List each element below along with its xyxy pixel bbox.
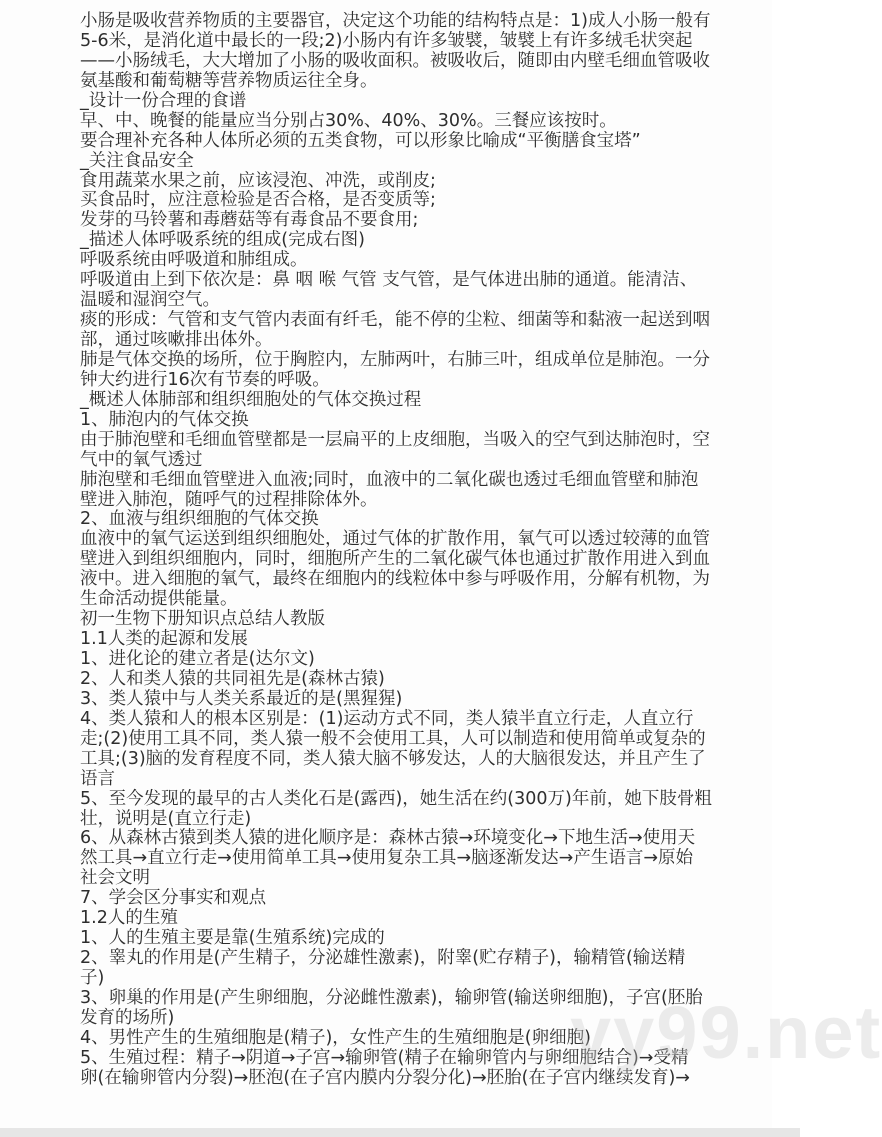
text-line: 2、睾丸的作用是(产生精子，分泌雄性激素)，附睾(贮存精子)，输精管(输送精 <box>80 948 686 969</box>
text-line: 社会文明 <box>80 868 150 889</box>
text-line: 1、肺泡内的气体交换 <box>80 409 249 430</box>
text-line: 肺泡壁和毛细血管壁进入血液;同时，血液中的二氧化碳也透过毛细血管壁和肺泡 <box>80 469 699 490</box>
text-line: 6、从森林古猿到类人猿的进化顺序是：森林古猿→环境变化→下地生活→使用天 <box>80 828 696 849</box>
text-line: 走;(2)使用工具不同，类人猿一般不会使用工具，人可以制造和使用简单或复杂的 <box>80 728 706 749</box>
text-line: 然工具→直立行走→使用简单工具→使用复杂工具→脑逐渐发达→产生语言→原始 <box>80 848 693 869</box>
text-line: 3、类人猿中与人类关系最近的是(黑猩猩) <box>80 688 403 709</box>
text-line: 发育的场所) <box>80 1007 175 1028</box>
text-line: 2、人和类人猿的共同祖先是(森林古猿) <box>80 668 385 689</box>
text-line: 钟大约进行16次有节奏的呼吸。 <box>80 369 330 390</box>
text-line: 血液中的氧气运送到组织细胞处，通过气体的扩散作用，氧气可以透过较薄的血管 <box>80 529 710 550</box>
text-line: 1、进化论的建立者是(达尔文) <box>80 649 315 669</box>
text-line: 液中。进入细胞的氧气，最终在细胞内的线粒体中参与呼吸作用，分解有机物，为 <box>80 569 710 590</box>
text-line: _设计一份合理的食谱 <box>80 90 247 111</box>
text-line: 生命活动提供能量。 <box>80 589 238 610</box>
text-line: 1.1人类的起源和发展 <box>80 629 248 650</box>
text-line: 呼吸道由上到下依次是：鼻 咽 喉 气管 支气管，是气体进出肺的通道。能清洁、 <box>80 270 698 291</box>
text-line: 痰的形成：气管和支气管内表面有纤毛，能不停的尘粒、细菌等和黏液一起送到咽 <box>80 310 710 331</box>
text-line: 食用蔬菜水果之前，应该浸泡、冲洗，或削皮; <box>80 170 436 191</box>
document-body <box>80 12 712 1089</box>
text-line: _概述人体肺部和组织细胞处的气体交换过程 <box>80 389 422 410</box>
text-line: 5-6米，是消化道中最长的一段;2)小肠内有许多皱襞，皱襞上有许多绒毛状突起 <box>80 30 693 51</box>
page-bottom-edge <box>0 1128 800 1137</box>
text-line: 工具;(3)脑的发育程度不同，类人猿大脑不够发达，人的大脑很发达，并且产生了 <box>80 748 706 769</box>
text-line: 5、至今发现的最早的古人类化石是(露西)，她生活在约(300万)年前，她下肢骨粗 <box>80 788 712 809</box>
text-line: 卵(在输卵管内分裂)→胚泡(在子宫内膜内分裂分化)→胚胎(在子宫内继续发育)→ <box>80 1067 690 1088</box>
text-line: 7、学会区分事实和观点 <box>80 888 267 909</box>
text-line: 子) <box>80 968 105 988</box>
text-line: 5、生殖过程：精子→阴道→子宫→输卵管(精子在输卵管内与卵细胞结合)→受精 <box>80 1047 689 1068</box>
text-line: 要合理补充各种人体所必须的五类食物，可以形象比喻成“平衡膳食宝塔” <box>80 130 641 151</box>
text-line: 肺是气体交换的场所，位于胸腔内，左肺两叶，右肺三叶，组成单位是肺泡。一分 <box>80 349 710 370</box>
text-line: _关注食品安全 <box>80 150 194 171</box>
text-line: 气中的氧气透过 <box>80 449 203 470</box>
text-line: 呼吸系统由呼吸道和肺组成。 <box>80 250 308 271</box>
text-line: 4、男性产生的生殖细胞是(精子)，女性产生的生殖细胞是(卵细胞) <box>80 1027 591 1048</box>
text-line: 温暖和湿润空气。 <box>80 290 220 311</box>
text-line: 4、类人猿和人的根本区别是：(1)运动方式不同，类人猿半直立行走，人直立行 <box>80 708 694 729</box>
text-line: ——小肠绒毛，大大增加了小肠的吸收面积。被吸收后，随即由内壁毛细血管吸收 <box>80 50 710 71</box>
text-line: 部，通过咳嗽排出体外。 <box>80 330 273 350</box>
text-line: 2、血液与组织细胞的气体交换 <box>80 509 319 530</box>
text-line: 初一生物下册知识点总结人教版 <box>80 609 325 630</box>
text-line: 氨基酸和葡萄糖等营养物质运往全身。 <box>80 70 378 91</box>
text-line: 由于肺泡壁和毛细血管壁都是一层扁平的上皮细胞，当吸入的空气到达肺泡时，空 <box>80 429 710 450</box>
watermark: yy99.net <box>570 991 882 1074</box>
text-line: 早、中、晚餐的能量应当分别占30%、40%、30%。三餐应该按时。 <box>80 110 617 131</box>
text-line: 1、人的生殖主要是靠(生殖系统)完成的 <box>80 928 385 949</box>
text-line: 3、卵巢的作用是(产生卵细胞，分泌雌性激素)，输卵管(输送卵细胞)，子宫(胚胎 <box>80 987 703 1008</box>
text-line: 语言 <box>80 768 115 789</box>
text-line: 1.2人的生殖 <box>80 908 178 929</box>
text-line: 壁进入肺泡，随呼气的过程排除体外。 <box>80 489 378 510</box>
text-line: 壮，说明是(直立行走) <box>80 808 252 829</box>
text-line: 发芽的马铃薯和毒蘑菇等有毒食品不要食用; <box>80 210 419 231</box>
text-line: _描述人体呼吸系统的组成(完成右图) <box>80 230 365 251</box>
text-line: 壁进入到组织细胞内，同时，细胞所产生的二氧化碳气体也通过扩散作用进入到血 <box>80 549 710 570</box>
text-line: 小肠是吸收营养物质的主要器官，决定这个功能的结构特点是：1)成人小肠一般有 <box>80 11 711 31</box>
text-line: 买食品时，应注意检验是否合格，是否变质等; <box>80 190 436 211</box>
